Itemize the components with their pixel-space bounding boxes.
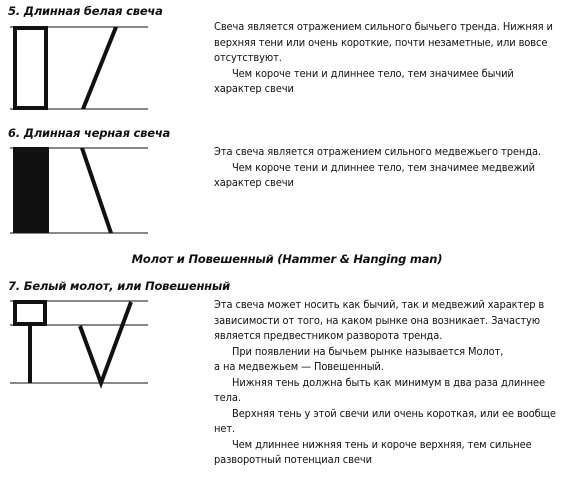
section-5-paragraph-1: Свеча является отражением сильного бычьего тренда. Нижняя и верхняя тени или очень короткие, почти незаметные, или вовсе отсутствуют. bbox=[214, 20, 553, 64]
reversal-v-line bbox=[80, 302, 131, 383]
section-7-paragraph-3: а на медвежьем — Повешенный. bbox=[214, 360, 384, 373]
white-hammer-figure bbox=[0, 296, 160, 392]
downtrend-line bbox=[82, 148, 111, 233]
white-candle-body bbox=[15, 28, 46, 108]
section-6-description bbox=[214, 144, 559, 191]
hammer-body bbox=[15, 302, 45, 324]
long-black-candle-figure bbox=[0, 142, 160, 238]
section-7-description bbox=[214, 297, 559, 468]
long-white-candle-figure bbox=[0, 20, 160, 116]
uptrend-line bbox=[83, 27, 116, 109]
section-7-paragraph-2: При появлении на бычьем рынке называется Молот, bbox=[232, 344, 504, 358]
section-5-paragraph-2: Чем короче тени и длиннее тело, тем значимее бычий характер свечи bbox=[214, 66, 514, 95]
section-5-description bbox=[214, 19, 559, 97]
section-7-paragraph-6: Чем длиннее нижняя тень и короче верхняя, тем сильнее разворотный потенциал свечи bbox=[214, 437, 532, 466]
section-7-paragraph-5: Верхняя тень у этой свечи или очень короткая, или ее вообще нет. bbox=[214, 406, 556, 435]
section-6-paragraph-2: Чем короче тени и длиннее тело, тем значимее медвежий характер свечи bbox=[214, 160, 535, 189]
black-candle-body bbox=[13, 147, 49, 233]
section-7-heading: 7. Белый молот, или Повешенный bbox=[8, 279, 230, 293]
section-6-heading: 6. Длинная черная свеча bbox=[8, 126, 171, 140]
section-7-paragraph-4: Нижняя тень должна быть как минимум в два раза длиннее тела. bbox=[214, 375, 545, 404]
section-7-paragraph-1: Эта свеча может носить как бычий, так и медвежий характер в зависимости от того, на каком рынке она возникает. Зачастую является предвестником разворота тренда. bbox=[214, 298, 545, 342]
section-6-paragraph-1: Эта свеча является отражением сильного медвежьего тренда. bbox=[214, 145, 541, 158]
hammer-group-title: Молот и Повешенный (Hammer & Hanging man) bbox=[131, 252, 443, 266]
section-5-heading: 5. Длинная белая свеча bbox=[8, 4, 163, 18]
